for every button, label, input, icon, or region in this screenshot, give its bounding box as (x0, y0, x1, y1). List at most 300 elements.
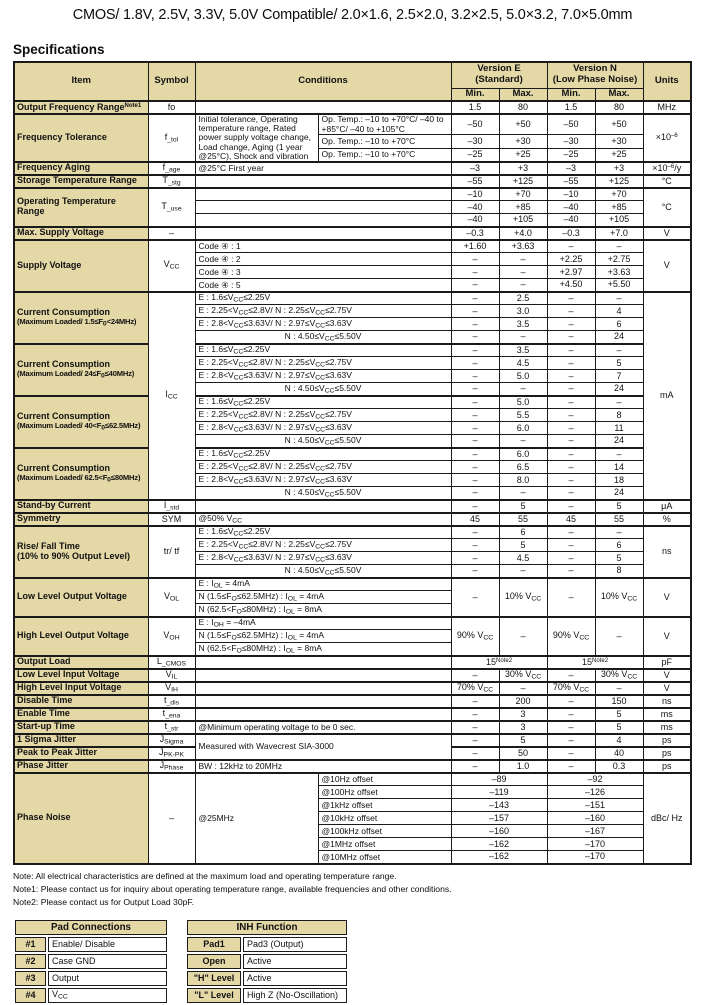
value-cell: 5.0 (499, 370, 547, 383)
row-value-cell: Pad3 (Output) (243, 937, 347, 952)
spec-table-body (14, 101, 691, 864)
row-value-cell: High Z (No-Oscillation) (243, 988, 347, 1003)
value-cell: – (547, 448, 595, 461)
symbol-cell: $t_{\_dis}$ (148, 695, 195, 708)
value-cell: – (451, 708, 499, 721)
value-cell: 4.5 (499, 552, 547, 565)
value-cell: 6.5 (499, 461, 547, 474)
spec-row (14, 760, 691, 773)
spec-row (14, 500, 691, 513)
value-cell: –50 (547, 114, 595, 135)
spec-row (14, 162, 691, 175)
value-cell: 18 (595, 474, 643, 487)
condition-cell: @Minimum operating voltage to be 0 sec. (195, 721, 451, 734)
symbol-cell: SYM (148, 513, 195, 526)
condition-cell (195, 656, 451, 669)
value-cell: – (451, 760, 499, 773)
spec-row (14, 617, 691, 630)
value-cell: 5.0 (499, 396, 547, 409)
item-cell: Symmetry (14, 513, 148, 526)
unit-cell: ns (643, 526, 691, 578)
unit-cell: °C (643, 188, 691, 227)
value-cell: – (451, 357, 499, 370)
footnotes (13, 870, 705, 909)
value-cell: – (547, 318, 595, 331)
spec-row (14, 513, 691, 526)
condition-cell: @10kHz offset (318, 812, 451, 825)
row-label-cell: Pad1 (187, 937, 241, 952)
value-cell: – (451, 435, 499, 448)
condition-cell: E : $I_{OH} = -4mA$ (195, 617, 451, 630)
spec-row (14, 669, 691, 682)
value-cell: – (451, 487, 499, 500)
item-cell: Frequency Tolerance (14, 114, 148, 162)
value-cell: – (547, 539, 595, 552)
value-cell: – (499, 435, 547, 448)
value-cell: 8 (595, 409, 643, 422)
item-cell: Low Level Output Voltage (14, 578, 148, 617)
condition-cell: @50% $V_{CC}$ (195, 513, 451, 526)
value-cell: 24 (595, 331, 643, 344)
value-cell: 4 (595, 305, 643, 318)
condition-cell: Measured with Wavecrest SIA-3000 (195, 734, 451, 760)
spec-row (14, 721, 691, 734)
spec-row (14, 773, 691, 786)
value-cell: –40 (451, 201, 499, 214)
table-title-cell: Pad Connections (15, 920, 167, 935)
value-cell: – (451, 305, 499, 318)
value-cell: – (451, 370, 499, 383)
value-cell: +3 (499, 162, 547, 175)
value-cell: +25 (499, 148, 547, 162)
item-cell: Current Consumption (Maximum Loaded/ $24\le F_0\le 40MHz$) (14, 344, 148, 396)
section-title: Specifications (13, 42, 105, 57)
inh-function-table (185, 918, 349, 1005)
value-cell: – (547, 747, 595, 760)
spec-row (14, 396, 691, 409)
value-cell: – (451, 565, 499, 578)
condition-cell: E : $1.6\le V_{CC}\le 2.25V$ (195, 448, 451, 461)
footnote: Note2: Please contact us for Output Load 30pF. (13, 896, 195, 907)
value-cell: 24 (595, 383, 643, 396)
value-cell: – (451, 318, 499, 331)
value-cell: 10% $V_{CC}$ (595, 578, 643, 617)
condition-cell: @100kHz offset (318, 825, 451, 838)
value-cell: – (451, 552, 499, 565)
value-cell: 55 (499, 513, 547, 526)
value-cell: – (451, 474, 499, 487)
value-cell: – (451, 734, 499, 747)
value-cell: –40 (547, 201, 595, 214)
value-cell: –126 (547, 786, 643, 799)
row-label-cell: #2 (15, 954, 46, 969)
value-cell: – (451, 344, 499, 357)
value-cell: 6.0 (499, 422, 547, 435)
value-cell: 5 (499, 539, 547, 552)
value-cell: 5 (499, 500, 547, 513)
value-cell: – (547, 292, 595, 305)
condition-cell: E : $2.25<V_{CC}\le 2.8V/$ N : $2.25\le V_{CC}\le 2.75V$ (195, 409, 451, 422)
item-cell: Low Level Input Voltage (14, 669, 148, 682)
value-cell: –55 (451, 175, 499, 188)
item-cell: Disable Time (14, 695, 148, 708)
condition-cell (195, 500, 451, 513)
row-label-cell: #4 (15, 988, 46, 1003)
table-row (15, 937, 167, 952)
table-row (15, 920, 167, 935)
value-cell: –160 (451, 825, 547, 838)
value-cell: – (499, 565, 547, 578)
value-cell: $15^{Note2}$ (451, 656, 547, 669)
row-label-cell: #3 (15, 971, 46, 986)
value-cell: –50 (451, 114, 499, 135)
value-cell: 70% $V_{CC}$ (547, 682, 595, 695)
value-cell: +5.50 (595, 279, 643, 292)
value-cell: +3 (595, 162, 643, 175)
value-cell: –40 (547, 214, 595, 227)
table-row (187, 971, 347, 986)
value-cell: – (499, 682, 547, 695)
unit-cell: ps (643, 747, 691, 760)
spec-row (14, 682, 691, 695)
value-cell: 30% $V_{CC}$ (499, 669, 547, 682)
value-cell: 3 (499, 721, 547, 734)
symbol-cell: $I_{CC}$ (148, 292, 195, 500)
spec-row (14, 101, 691, 114)
value-cell: +3.63 (499, 240, 547, 253)
value-cell: – (547, 396, 595, 409)
symbol-cell: $f_{\_tol}$ (148, 114, 195, 162)
item-cell: High Level Output Voltage (14, 617, 148, 656)
unit-cell: ps (643, 760, 691, 773)
symbol-cell: – (148, 227, 195, 240)
item-cell: Operating Temperature Range (14, 188, 148, 227)
condition-cell (195, 101, 451, 114)
item-cell: Output Frequency Range$^{Note1}$ (14, 101, 148, 114)
table-row (187, 920, 347, 935)
value-cell: 8.0 (499, 474, 547, 487)
unit-cell: V (643, 682, 691, 695)
condition-cell: E : $2.25<V_{CC}\le 2.8V/$ N : $2.25\le V_{CC}\le 2.75V$ (195, 461, 451, 474)
condition-cell: N $(1.5\le F_O\le 62.5MHz)$ : $I_{OL} = 4mA$ (195, 630, 451, 643)
value-cell: +7.0 (595, 227, 643, 240)
value-cell: 4 (595, 734, 643, 747)
table-row (15, 988, 167, 1003)
value-cell: – (451, 461, 499, 474)
value-cell: – (595, 396, 643, 409)
value-cell: 5.5 (499, 409, 547, 422)
value-cell: +30 (595, 135, 643, 149)
bottom-tables (13, 918, 705, 1005)
condition-cell (195, 708, 451, 721)
value-cell: – (547, 721, 595, 734)
value-cell: –40 (451, 214, 499, 227)
value-cell: – (499, 331, 547, 344)
value-cell: 0.3 (595, 760, 643, 773)
value-cell: +3.63 (595, 266, 643, 279)
value-cell: – (547, 578, 595, 617)
value-cell: – (451, 539, 499, 552)
row-value-cell: Case GND (48, 954, 167, 969)
unit-cell: μA (643, 500, 691, 513)
value-cell: 70% $V_{CC}$ (451, 682, 499, 695)
item-cell: Phase Noise (14, 773, 148, 864)
condition-cell: E : $2.8<V_{CC}\le 3.63V/$ N : $2.97\le V_{CC}\le 3.63V$ (195, 318, 451, 331)
unit-cell: dBc/ Hz (643, 773, 691, 864)
symbol-cell: $t_{\_str}$ (148, 721, 195, 734)
value-cell: 11 (595, 422, 643, 435)
value-cell: –55 (547, 175, 595, 188)
item-cell: Current Consumption (Maximum Loaded/ $1.5\le F_0<24MHz$) (14, 292, 148, 344)
row-label-cell: "L" Level (187, 988, 241, 1003)
value-cell: – (451, 266, 499, 279)
value-cell: +2.97 (547, 266, 595, 279)
value-cell: +105 (499, 214, 547, 227)
header-cell: Min. (451, 88, 499, 101)
value-cell: – (451, 695, 499, 708)
value-cell: – (595, 448, 643, 461)
value-cell: 5 (595, 721, 643, 734)
header-cell: Version N (Low Phase Noise) (547, 62, 643, 88)
value-cell: 8 (595, 565, 643, 578)
value-cell: +70 (595, 188, 643, 201)
condition-cell: E : $2.8<V_{CC}\le 3.63V/$ N : $2.97\le V_{CC}\le 3.63V$ (195, 422, 451, 435)
value-cell: 45 (451, 513, 499, 526)
spec-row (14, 695, 691, 708)
condition-cell: N $(1.5\le F_O\le 62.5MHz)$ : $I_{OL} = 4mA$ (195, 591, 451, 604)
value-cell: – (547, 695, 595, 708)
header-cell: Min. (547, 88, 595, 101)
row-label-cell: "H" Level (187, 971, 241, 986)
unit-cell: ns (643, 695, 691, 708)
value-cell: +4.50 (547, 279, 595, 292)
value-cell: – (451, 409, 499, 422)
unit-cell: mA (643, 292, 691, 500)
symbol-cell: $T_{\_stg}$ (148, 175, 195, 188)
condition-cell: E : $2.8<V_{CC}\le 3.63V/$ N : $2.97\le V_{CC}\le 3.63V$ (195, 474, 451, 487)
condition-cell: Op. Temp.: –10 to +70°C/ –40 to +85°C/ –40 to +105°C (318, 114, 451, 135)
item-cell: Max. Supply Voltage (14, 227, 148, 240)
value-cell: –3 (451, 162, 499, 175)
value-cell: –0.3 (547, 227, 595, 240)
value-cell: – (547, 461, 595, 474)
value-cell: +125 (499, 175, 547, 188)
item-cell: Output Load (14, 656, 148, 669)
value-cell: – (547, 344, 595, 357)
condition-cell (195, 695, 451, 708)
header-cell: Symbol (148, 62, 195, 101)
condition-cell (195, 227, 451, 240)
unit-cell: $\times 10^{-6}$ (643, 114, 691, 162)
value-cell: –89 (451, 773, 547, 786)
condition-cell: Op. Temp.: –10 to +70°C (318, 148, 451, 162)
value-cell: 90% $V_{CC}$ (451, 617, 499, 656)
value-cell: – (499, 266, 547, 279)
spec-row (14, 114, 691, 135)
value-cell: – (451, 279, 499, 292)
condition-cell: E : $1.6\le V_{CC}\le 2.25V$ (195, 526, 451, 539)
header-cell: Item (14, 62, 148, 101)
value-cell: – (595, 292, 643, 305)
item-cell: Rise/ Fall Time (10% to 90% Output Level) (14, 526, 148, 578)
value-cell: 7 (595, 370, 643, 383)
symbol-cell: $V_{IL}$ (148, 669, 195, 682)
item-cell: Start-up Time (14, 721, 148, 734)
value-cell: – (595, 617, 643, 656)
symbol-cell: $V_{IH}$ (148, 682, 195, 695)
item-cell: Stand-by Current (14, 500, 148, 513)
value-cell: $15^{Note2}$ (547, 656, 643, 669)
unit-cell: °C (643, 175, 691, 188)
value-cell: –157 (451, 812, 547, 825)
condition-cell: @25MHz (195, 773, 318, 864)
value-cell: 3.5 (499, 318, 547, 331)
item-cell: Storage Temperature Range (14, 175, 148, 188)
value-cell: – (451, 669, 499, 682)
item-cell: Peak to Peak Jitter (14, 747, 148, 760)
value-cell: 4.5 (499, 357, 547, 370)
value-cell: –3 (547, 162, 595, 175)
value-cell: – (547, 526, 595, 539)
condition-cell: Op. Temp.: –10 to +70°C (318, 135, 451, 149)
table-row (15, 971, 167, 986)
condition-cell: @100Hz offset (318, 786, 451, 799)
value-cell: –151 (547, 799, 643, 812)
condition-cell: E : $2.25<V_{CC}\le 2.8V/$ N : $2.25\le V_{CC}\le 2.75V$ (195, 305, 451, 318)
condition-cell: @10MHz offset (318, 851, 451, 864)
header-cell: Max. (595, 88, 643, 101)
value-cell: 1.5 (547, 101, 595, 114)
value-cell: – (595, 240, 643, 253)
condition-cell (195, 175, 451, 188)
value-cell: –30 (547, 135, 595, 149)
symbol-cell: $t_{\_ena}$ (148, 708, 195, 721)
condition-cell (195, 682, 451, 695)
value-cell: 6 (499, 526, 547, 539)
condition-cell: @1MHz offset (318, 838, 451, 851)
value-cell: 5 (595, 552, 643, 565)
value-cell: –10 (547, 188, 595, 201)
condition-cell: E : $2.8<V_{CC}\le 3.63V/$ N : $2.97\le V_{CC}\le 3.63V$ (195, 552, 451, 565)
value-cell: – (547, 383, 595, 396)
condition-cell (195, 201, 451, 214)
condition-cell: N $(62.5<F_O\le 80MHz)$ : $I_{OL} = 8mA$ (195, 604, 451, 617)
value-cell: –119 (451, 786, 547, 799)
value-cell: – (547, 422, 595, 435)
spec-row (14, 526, 691, 539)
value-cell: 24 (595, 487, 643, 500)
value-cell: – (547, 500, 595, 513)
specifications-table (13, 61, 692, 865)
value-cell: 3 (499, 708, 547, 721)
row-value-cell: Active (243, 971, 347, 986)
value-cell: – (499, 253, 547, 266)
value-cell: – (451, 747, 499, 760)
value-cell: –10 (451, 188, 499, 201)
value-cell: –30 (451, 135, 499, 149)
header-cell: Max. (499, 88, 547, 101)
pad-connections-table (13, 918, 169, 1005)
condition-cell: Initial tolerance, Operating temperature range, Rated power supply voltage change, Load change, Aging (1 year @25°C), Shock and vibration (195, 114, 318, 162)
spec-table-header (14, 62, 691, 101)
spec-row (14, 448, 691, 461)
condition-cell: Code ④ : 3 (195, 266, 451, 279)
value-cell: 10% $V_{CC}$ (499, 578, 547, 617)
condition-cell: @10Hz offset (318, 773, 451, 786)
value-cell: 200 (499, 695, 547, 708)
condition-cell: N $(62.5<F_O\le 80MHz)$ : $I_{OL} = 8mA$ (195, 643, 451, 656)
spec-row (14, 292, 691, 305)
value-cell: +30 (499, 135, 547, 149)
value-cell: +70 (499, 188, 547, 201)
unit-cell: pF (643, 656, 691, 669)
value-cell: 24 (595, 435, 643, 448)
condition-cell: E : $2.25<V_{CC}\le 2.8V/$ N : $2.25\le V_{CC}\le 2.75V$ (195, 357, 451, 370)
condition-cell: N : $4.50\le V_{CC}\le 5.50V$ (195, 565, 451, 578)
value-cell: – (451, 292, 499, 305)
value-cell: – (451, 721, 499, 734)
symbol-cell: – (148, 773, 195, 864)
value-cell: – (499, 383, 547, 396)
row-value-cell: Enable/ Disable (48, 937, 167, 952)
value-cell: – (451, 331, 499, 344)
value-cell: – (451, 578, 499, 617)
unit-cell: V (643, 227, 691, 240)
unit-cell: V (643, 669, 691, 682)
symbol-cell: $J_{PK-PK}$ (148, 747, 195, 760)
value-cell: – (547, 435, 595, 448)
condition-cell: E : $I_{OL} = 4mA$ (195, 578, 451, 591)
value-cell: 30% $V_{CC}$ (595, 669, 643, 682)
unit-cell: $\times 10^{-6}/y$ (643, 162, 691, 175)
value-cell: –92 (547, 773, 643, 786)
row-value-cell: $V_{CC}$ (48, 988, 167, 1003)
symbol-cell: $V_{OH}$ (148, 617, 195, 656)
item-cell: Phase Jitter (14, 760, 148, 773)
spec-row (14, 344, 691, 357)
value-cell: – (451, 526, 499, 539)
value-cell: – (451, 396, 499, 409)
condition-cell: E : $2.25<V_{CC}\le 2.8V/$ N : $2.25\le V_{CC}\le 2.75V$ (195, 539, 451, 552)
pad-connections-body (15, 920, 167, 1003)
table-row (15, 954, 167, 969)
value-cell: – (547, 305, 595, 318)
unit-cell: ms (643, 721, 691, 734)
condition-cell: @25°C First year (195, 162, 451, 175)
value-cell: +2.75 (595, 253, 643, 266)
header-cell: Version E (Standard) (451, 62, 547, 88)
condition-cell: E : $1.6\le V_{CC}\le 2.25V$ (195, 292, 451, 305)
symbol-cell: $T_{\_use}$ (148, 188, 195, 227)
condition-cell (195, 214, 451, 227)
condition-cell: Code ④ : 2 (195, 253, 451, 266)
condition-cell: E : $2.8<V_{CC}\le 3.63V/$ N : $2.97\le V_{CC}\le 3.63V$ (195, 370, 451, 383)
footnote: Note1: Please contact us for inquiry about operating temperature range, available frequencies and other conditions. (13, 883, 452, 894)
item-cell: Enable Time (14, 708, 148, 721)
symbol-cell: $V_{CC}$ (148, 240, 195, 292)
condition-cell: N : $4.50\le V_{CC}\le 5.50V$ (195, 383, 451, 396)
value-cell: –162 (451, 838, 547, 851)
item-cell: Frequency Aging (14, 162, 148, 175)
spec-row (14, 734, 691, 747)
value-cell: – (451, 500, 499, 513)
symbol-cell: fo (148, 101, 195, 114)
condition-cell: E : $1.6\le V_{CC}\le 2.25V$ (195, 344, 451, 357)
spec-row (14, 188, 691, 201)
value-cell: 50 (499, 747, 547, 760)
value-cell: – (547, 552, 595, 565)
value-cell: – (547, 474, 595, 487)
